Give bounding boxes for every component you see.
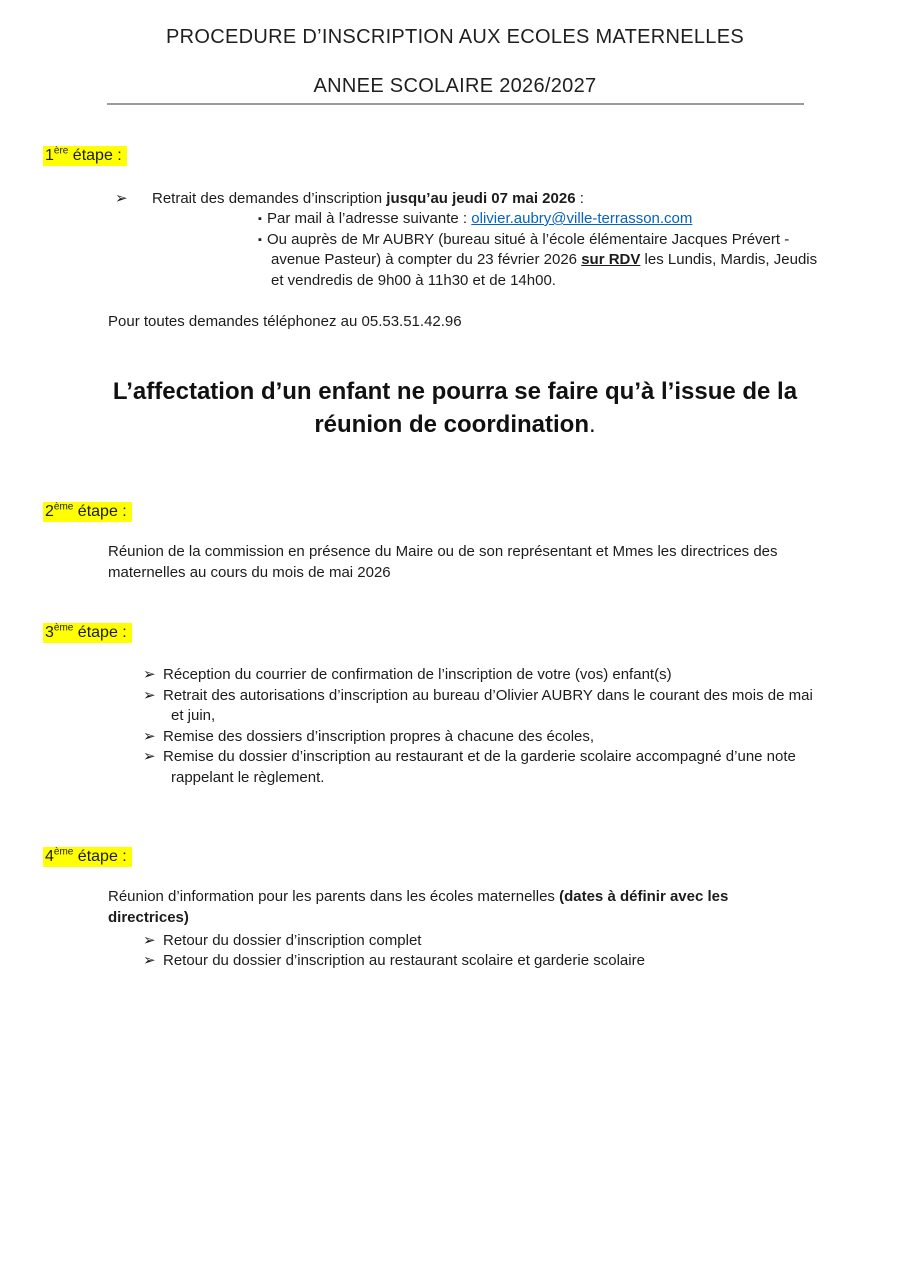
step1-office-post: les Lundis, Mardis, Jeudis et vendredis de 9h00 à 11h30 et de 14h00.: [271, 251, 818, 289]
notice-line2-bold: réunion de coordination: [314, 411, 589, 438]
notice-line1: L’affectation d’un enfant ne pourra se faire qu’à l’issue de la: [112, 378, 798, 405]
step4-paragraph: [108, 886, 756, 928]
step2-ordinal: ème: [53, 501, 74, 513]
step2-label-text: étape :: [73, 503, 127, 520]
step4-paragraph-normal: Réunion d’information pour les parents dans les écoles maternelles: [108, 887, 560, 905]
step3-number: 3: [45, 624, 54, 641]
list-item-text: Retrait des autorisations d’inscription au bureau d’Olivier AUBRY dans le courant des mois de mai et juin,: [163, 686, 813, 725]
step3-bullet-list: [143, 665, 910, 789]
step1-deadline-text: jusqu’au jeudi 07 mai 2026: [386, 190, 576, 207]
title-divider: [107, 103, 804, 105]
step2-number: 2: [45, 503, 54, 520]
phone-info: Pour toutes demandes téléphonez au 05.53.51.42.96: [108, 313, 462, 330]
arrow-bullet-icon: ➢: [143, 748, 156, 766]
list-item-text: Remise du dossier d’inscription au restaurant et de la garderie scolaire accompagné d’une note rappelant le règlement.: [163, 748, 796, 786]
step4-highlight: [43, 847, 132, 867]
step1-sub-list: [258, 209, 910, 291]
step1-label-text: étape :: [68, 147, 122, 164]
step1-sub-bullet-mail: [258, 209, 910, 230]
list-item: [143, 665, 910, 686]
arrow-bullet-icon: ➢: [143, 931, 156, 949]
step1-highlight: [43, 146, 127, 166]
list-item: [143, 727, 910, 748]
notice-period: .: [589, 411, 596, 438]
step1-heading: [43, 143, 910, 168]
list-item-text: Retour du dossier d’inscription au restaurant scolaire et garderie scolaire: [163, 952, 645, 970]
step1-rdv-text: sur RDV: [581, 251, 641, 268]
arrow-bullet-icon: ➢: [143, 666, 156, 683]
document-title: PROCEDURE D’INSCRIPTION AUX ECOLES MATERNELLES: [166, 26, 744, 48]
step1-deadline-suffix: :: [575, 190, 584, 207]
arrow-bullet-icon: ➢: [143, 686, 156, 704]
step4-number: 4: [45, 847, 54, 865]
step1-main-bullet: [115, 188, 910, 209]
arrow-bullet-icon: ➢: [143, 727, 156, 745]
step1-intro-text: Retrait des demandes d’inscription: [152, 190, 387, 207]
step4-label-text: étape :: [73, 847, 127, 865]
step1-number: 1: [45, 147, 54, 164]
step4-paragraph-bold: (dates à définir avec les directrices): [108, 887, 729, 926]
step2-paragraph: Réunion de la commission en présence du Maire ou de son représentant et Mmes les directrices des maternelles au cours du mois de mai 2026: [108, 543, 778, 581]
list-item: [143, 747, 910, 788]
square-bullet-icon: ▪: [258, 233, 262, 246]
notice-heading: [0, 375, 910, 441]
step1-main-bullet-text: [152, 188, 584, 209]
step1-office-text: [267, 230, 819, 292]
step1-mail-text: [267, 209, 819, 230]
step4-bullet-list: [143, 931, 910, 972]
step3-label-text: étape :: [73, 624, 127, 641]
list-item: [143, 686, 910, 727]
square-bullet-icon: ▪: [258, 213, 262, 225]
arrow-bullet-icon: ➢: [143, 952, 156, 970]
step4-ordinal: ème: [53, 846, 74, 858]
step1-ordinal: ère: [53, 145, 69, 157]
email-link[interactable]: olivier.aubry@ville-terrasson.com: [471, 210, 693, 227]
list-item-text: Retour du dossier d’inscription complet: [163, 931, 422, 949]
list-item-text: Réception du courrier de confirmation de l’inscription de votre (vos) enfant(s): [163, 666, 672, 683]
step3-ordinal: ème: [53, 622, 74, 634]
step1-mail-prefix: Par mail à l’adresse suivante :: [267, 210, 472, 227]
step3-highlight: [43, 623, 132, 643]
step1-office-pre: Ou auprès de Mr AUBRY (bureau situé à l’école élémentaire Jacques Prévert - avenue Pasteur) à compter du 23 février 2026: [267, 230, 790, 268]
list-item: [143, 951, 910, 972]
step3-heading: [43, 620, 910, 645]
step2-highlight: [43, 502, 132, 522]
document-subtitle: ANNEE SCOLAIRE 2026/2027: [313, 75, 597, 97]
step1-sub-bullet-office: [258, 230, 910, 292]
step2-heading: [43, 499, 910, 524]
arrow-bullet-icon: ➢: [115, 190, 128, 207]
list-item: [143, 931, 910, 952]
notice-line2: [0, 408, 910, 441]
step4-heading: [43, 844, 910, 869]
list-item-text: Remise des dossiers d’inscription propres à chacune des écoles,: [163, 727, 595, 745]
